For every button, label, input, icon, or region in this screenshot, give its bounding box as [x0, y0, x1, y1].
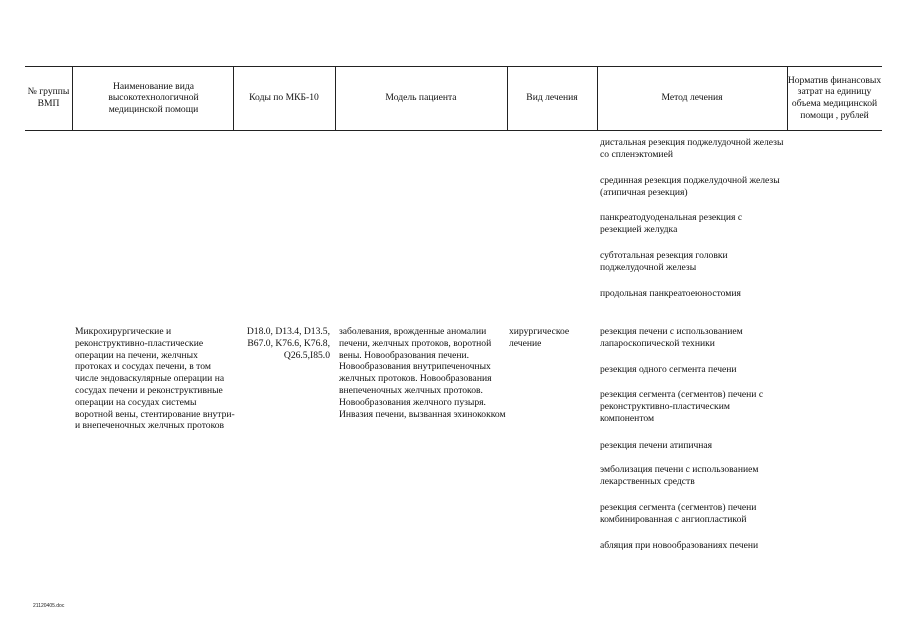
method-item: резекция печени атипичная: [600, 440, 713, 451]
method-item: субтотальная резекция головки поджелудочной железы: [600, 250, 728, 273]
header-codes: Коды по МКБ-10: [249, 92, 319, 104]
row-patient-model: заболевания, врожденные аномалии печени, желчных протоков, воротной вены. Новообразования печени. Новообразования внутрипеченочных желчных протоков. Новообразования внепеченочных желчных протоков. Новообразования желчного пузыря. Инвазия печени, вызванная эхинококком: [339, 326, 506, 420]
method-item: резекция сегмента (сегментов) печени комбинированная с ангиопластикой: [600, 502, 757, 525]
row-treatment-type: хирургическое лечение: [509, 326, 570, 349]
row-care-name: Микрохирургические и реконструктивно-пластические операции на печени, желчных протоках и сосудах печени, в том числе эндоваскулярные операции на сосудах печени и реконструктивные операции на сосудах системы воротной вены, стентирование внутри- и внепеченочных желчных протоков: [75, 326, 235, 432]
header-method: Метод лечения: [661, 92, 723, 104]
table-header-bottom-border: [25, 130, 882, 131]
header-model: Модель пациента: [385, 92, 457, 104]
method-item: срединная резекция поджелудочной железы (атипичная резекция): [600, 175, 780, 198]
method-item: эмболизация печени с использованием лекарственных средств: [600, 464, 759, 487]
method-item: резекция печени с использованием лапароскопической техники: [600, 326, 743, 349]
method-item: абляция при новообразованиях печени: [600, 540, 759, 551]
header-cost: Норматив финансовых затрат на единицу объема медицинской помощи , рублей: [787, 74, 882, 121]
header-group: № группы ВМП: [27, 86, 70, 109]
document-filename: 21120405.doc: [33, 603, 65, 609]
row-icd-codes: D18.0, D13.4, D13.5, B67.0, K76.6, K76.8, Q26.5,I85.0: [246, 326, 330, 361]
method-item: продольная панкреатоеюностомия: [600, 288, 741, 299]
header-treatment: Вид лечения: [526, 92, 578, 104]
method-item: панкреатодуоденальная резекция с резекцией желудка: [600, 212, 743, 235]
header-name: Наименование вида высокотехнологичной медицинской помощи: [108, 80, 199, 115]
method-item: резекция одного сегмента печени: [600, 364, 737, 375]
column-divider: [72, 66, 73, 130]
method-item: резекция сегмента (сегментов) печени с реконструктивно-пластическим компонентом: [600, 389, 764, 424]
method-item: дистальная резекция поджелудочной железы со спленэктомией: [600, 137, 784, 160]
